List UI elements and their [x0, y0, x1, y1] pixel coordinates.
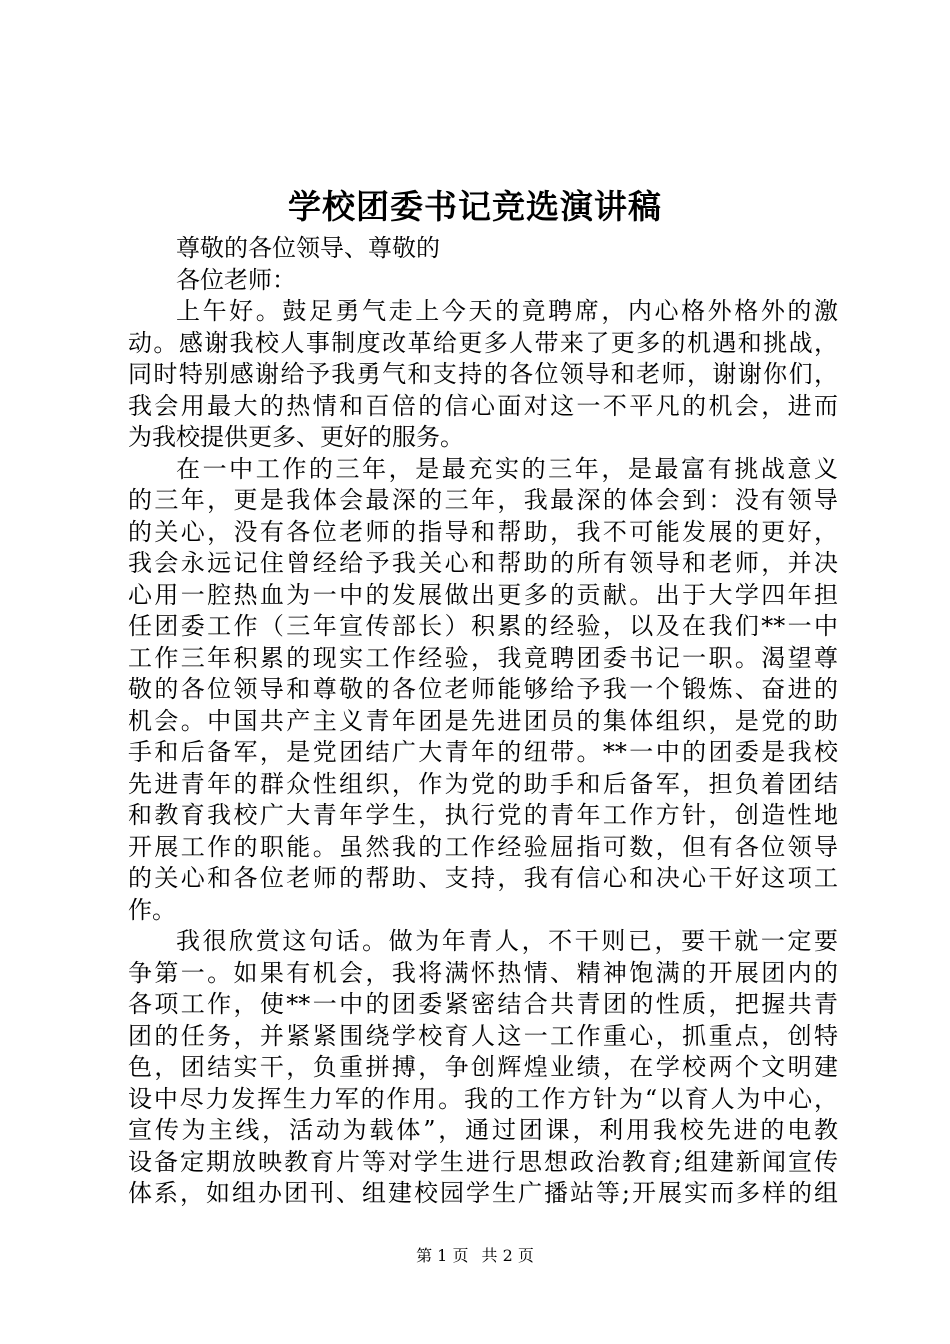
- body-line: 机会。中国共产主义青年团是先进团员的集体组织，是党的助: [128, 706, 838, 735]
- body-line: 设中尽力发挥生力军的作用。我的工作方针为“以育人为中心，: [128, 1084, 838, 1113]
- page-footer: [0, 1244, 950, 1268]
- body-line: 先进青年的群众性组织，作为党的助手和后备军，担负着团结: [128, 769, 838, 798]
- body-line: 手和后备军，是党团结广大青年的纽带。**一中的团委是我校: [128, 738, 838, 766]
- body-line: 的三年，更是我体会最深的三年，我最深的体会到：没有领导: [128, 486, 838, 514]
- body-line: 任团委工作（三年宣传部长）积累的经验，以及在我们**一中: [128, 612, 838, 640]
- document-title: 学校团委书记竞选演讲稿: [288, 187, 662, 226]
- document-body: [128, 233, 838, 1210]
- body-line: 争第一。如果有机会，我将满怀热情、精神饱满的开展团内的: [128, 958, 838, 987]
- body-line: 的关心和各位老师的帮助、支持，我有信心和决心干好这项工: [128, 864, 838, 892]
- body-line: 同时特别感谢给予我勇气和支持的各位领导和老师，谢谢你们，: [128, 360, 838, 388]
- body-line: 动。感谢我校人事制度改革给更多人带来了更多的机遇和挑战，: [128, 328, 838, 357]
- body-line: 上午好。鼓足勇气走上今天的竟聘席，内心格外格外的激: [176, 297, 838, 325]
- body-line: 敬的各位领导和尊敬的各位老师能够给予我一个锻炼、奋进的: [128, 675, 838, 703]
- body-line: 团的任务，并紧紧围绕学校育人这一工作重心，抓重点，创特: [128, 1021, 838, 1050]
- body-line: 体系，如组办团刊、组建校园学生广播站等;开展实而多样的组: [128, 1179, 838, 1207]
- body-line: 的关心，没有各位老师的指导和帮助，我不可能发展的更好，: [128, 517, 838, 546]
- body-line: 我会永远记住曾经给予我关心和帮助的所有领导和老师，并决: [128, 549, 838, 577]
- body-line: 各项工作，使**一中的团委紧密结合共青团的性质，把握共青: [128, 990, 838, 1018]
- body-line: 开展工作的职能。虽然我的工作经验屈指可数，但有各位领导: [128, 832, 838, 861]
- body-line: 为我校提供更多、更好的服务。: [128, 423, 464, 451]
- body-line: 在一中工作的三年，是最充实的三年，是最富有挑战意义: [176, 454, 838, 483]
- body-line: 我很欣赏这句话。做为年青人，不干则已，要干就一定要: [176, 927, 838, 955]
- body-line: 心用一腔热血为一中的发展做出更多的贡献。出于大学四年担: [128, 580, 838, 609]
- page-number: 第 1 页: [416, 1246, 469, 1265]
- body-line: 各位老师：: [176, 265, 296, 294]
- body-line: 和教育我校广大青年学生，执行党的青年工作方针，创造性地: [128, 801, 838, 829]
- body-line: 尊敬的各位领导、尊敬的: [176, 234, 440, 262]
- body-line: 色，团结实干，负重拼搏，争创辉煌业绩，在学校两个文明建: [128, 1053, 838, 1081]
- body-line: 宣传为主线，活动为载体”，通过团课，利用我校先进的电教: [128, 1116, 838, 1144]
- body-line: 我会用最大的热情和百倍的信心面对这一不平凡的机会，进而: [128, 391, 838, 420]
- body-line: 作。: [128, 895, 176, 924]
- body-line: 设备定期放映教育片等对学生进行思想政治教育;组建新闻宣传: [128, 1147, 838, 1176]
- body-line: 工作三年积累的现实工作经验，我竟聘团委书记一职。渴望尊: [128, 643, 838, 672]
- page-total: 共 2 页: [481, 1246, 534, 1265]
